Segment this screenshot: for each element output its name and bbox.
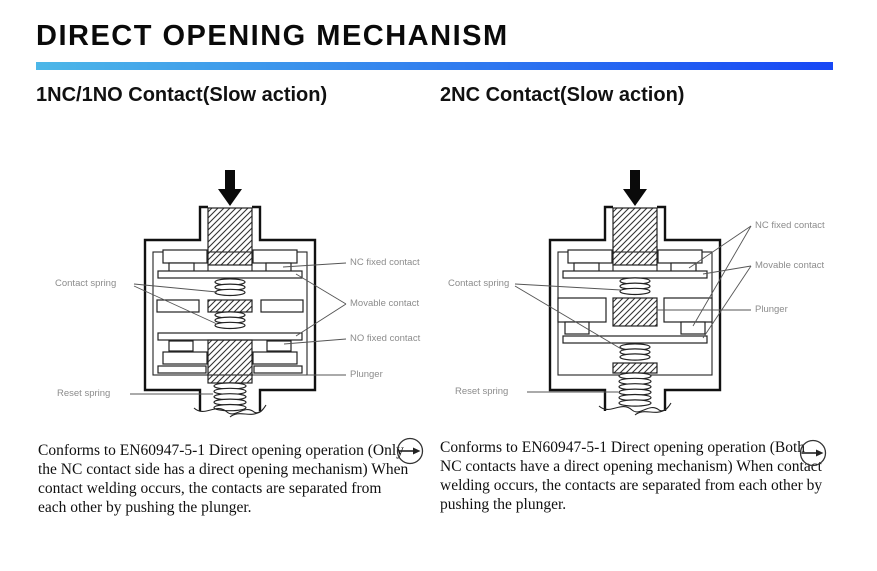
- label-movable-contact: Movable contact: [350, 298, 420, 309]
- label-no-fixed-contact: NO fixed contact: [350, 333, 421, 344]
- movable-contact-bar-1: [563, 271, 707, 278]
- section-heading-2nc: 2NC Contact(Slow action): [440, 84, 685, 106]
- plunger-mid-block: [613, 298, 657, 326]
- plunger-upper: [613, 208, 657, 265]
- label-nc-fixed-contact: NC fixed contact: [350, 257, 420, 268]
- label-plunger: Plunger: [755, 304, 788, 315]
- label-nc-fixed-contact: NC fixed contact: [755, 220, 825, 231]
- press-direction-arrow: [623, 170, 647, 206]
- contact-spring-1: [215, 279, 245, 296]
- reset-spring: [214, 383, 246, 411]
- label-reset-spring: Reset spring: [57, 388, 111, 399]
- section-heading-1nc1no: 1NC/1NO Contact(Slow action): [36, 84, 328, 106]
- reset-spring: [619, 373, 651, 406]
- contact-spring-1: [620, 278, 650, 295]
- label-reset-spring: Reset spring: [455, 386, 509, 397]
- contact-spring-2: [620, 344, 650, 360]
- diagram-2nc-contact: [435, 150, 875, 440]
- press-direction-arrow: [218, 170, 242, 206]
- label-plunger: Plunger: [350, 369, 383, 380]
- plunger-upper: [208, 208, 252, 265]
- description-2nc: Conforms to EN60947-5-1 Direct opening operation (Both NC contacts have a direct opening mechanism) When contact welding occurs, the contacts are separated from each other by pushing the plunger.: [440, 439, 823, 513]
- label-movable-contact: Movable contact: [755, 260, 825, 271]
- movable-contact-bar-2: [158, 333, 302, 340]
- movable-contact-bar-1: [158, 271, 302, 278]
- direct-opening-action-icon: [799, 439, 827, 472]
- accent-rule: [36, 62, 833, 70]
- plunger-lower: [208, 340, 252, 383]
- movable-contact-bar-2: [563, 336, 707, 343]
- page-title: DIRECT OPENING MECHANISM: [36, 20, 509, 52]
- contact-spring-2: [215, 312, 245, 329]
- label-contact-spring: Contact spring: [55, 278, 117, 289]
- plunger-lower-band: [613, 363, 657, 373]
- direct-opening-action-icon: [396, 437, 424, 470]
- diagram-1nc1no-contact: [30, 150, 470, 440]
- label-contact-spring: Contact spring: [448, 278, 510, 289]
- description-1nc1no: Conforms to EN60947-5-1 Direct opening operation (Only the NC contact side has a direct opening mechanism) When contact welding occurs, the contacts are separated from each other by pushing the plunger.: [38, 442, 409, 516]
- plunger-mid-band: [208, 300, 252, 312]
